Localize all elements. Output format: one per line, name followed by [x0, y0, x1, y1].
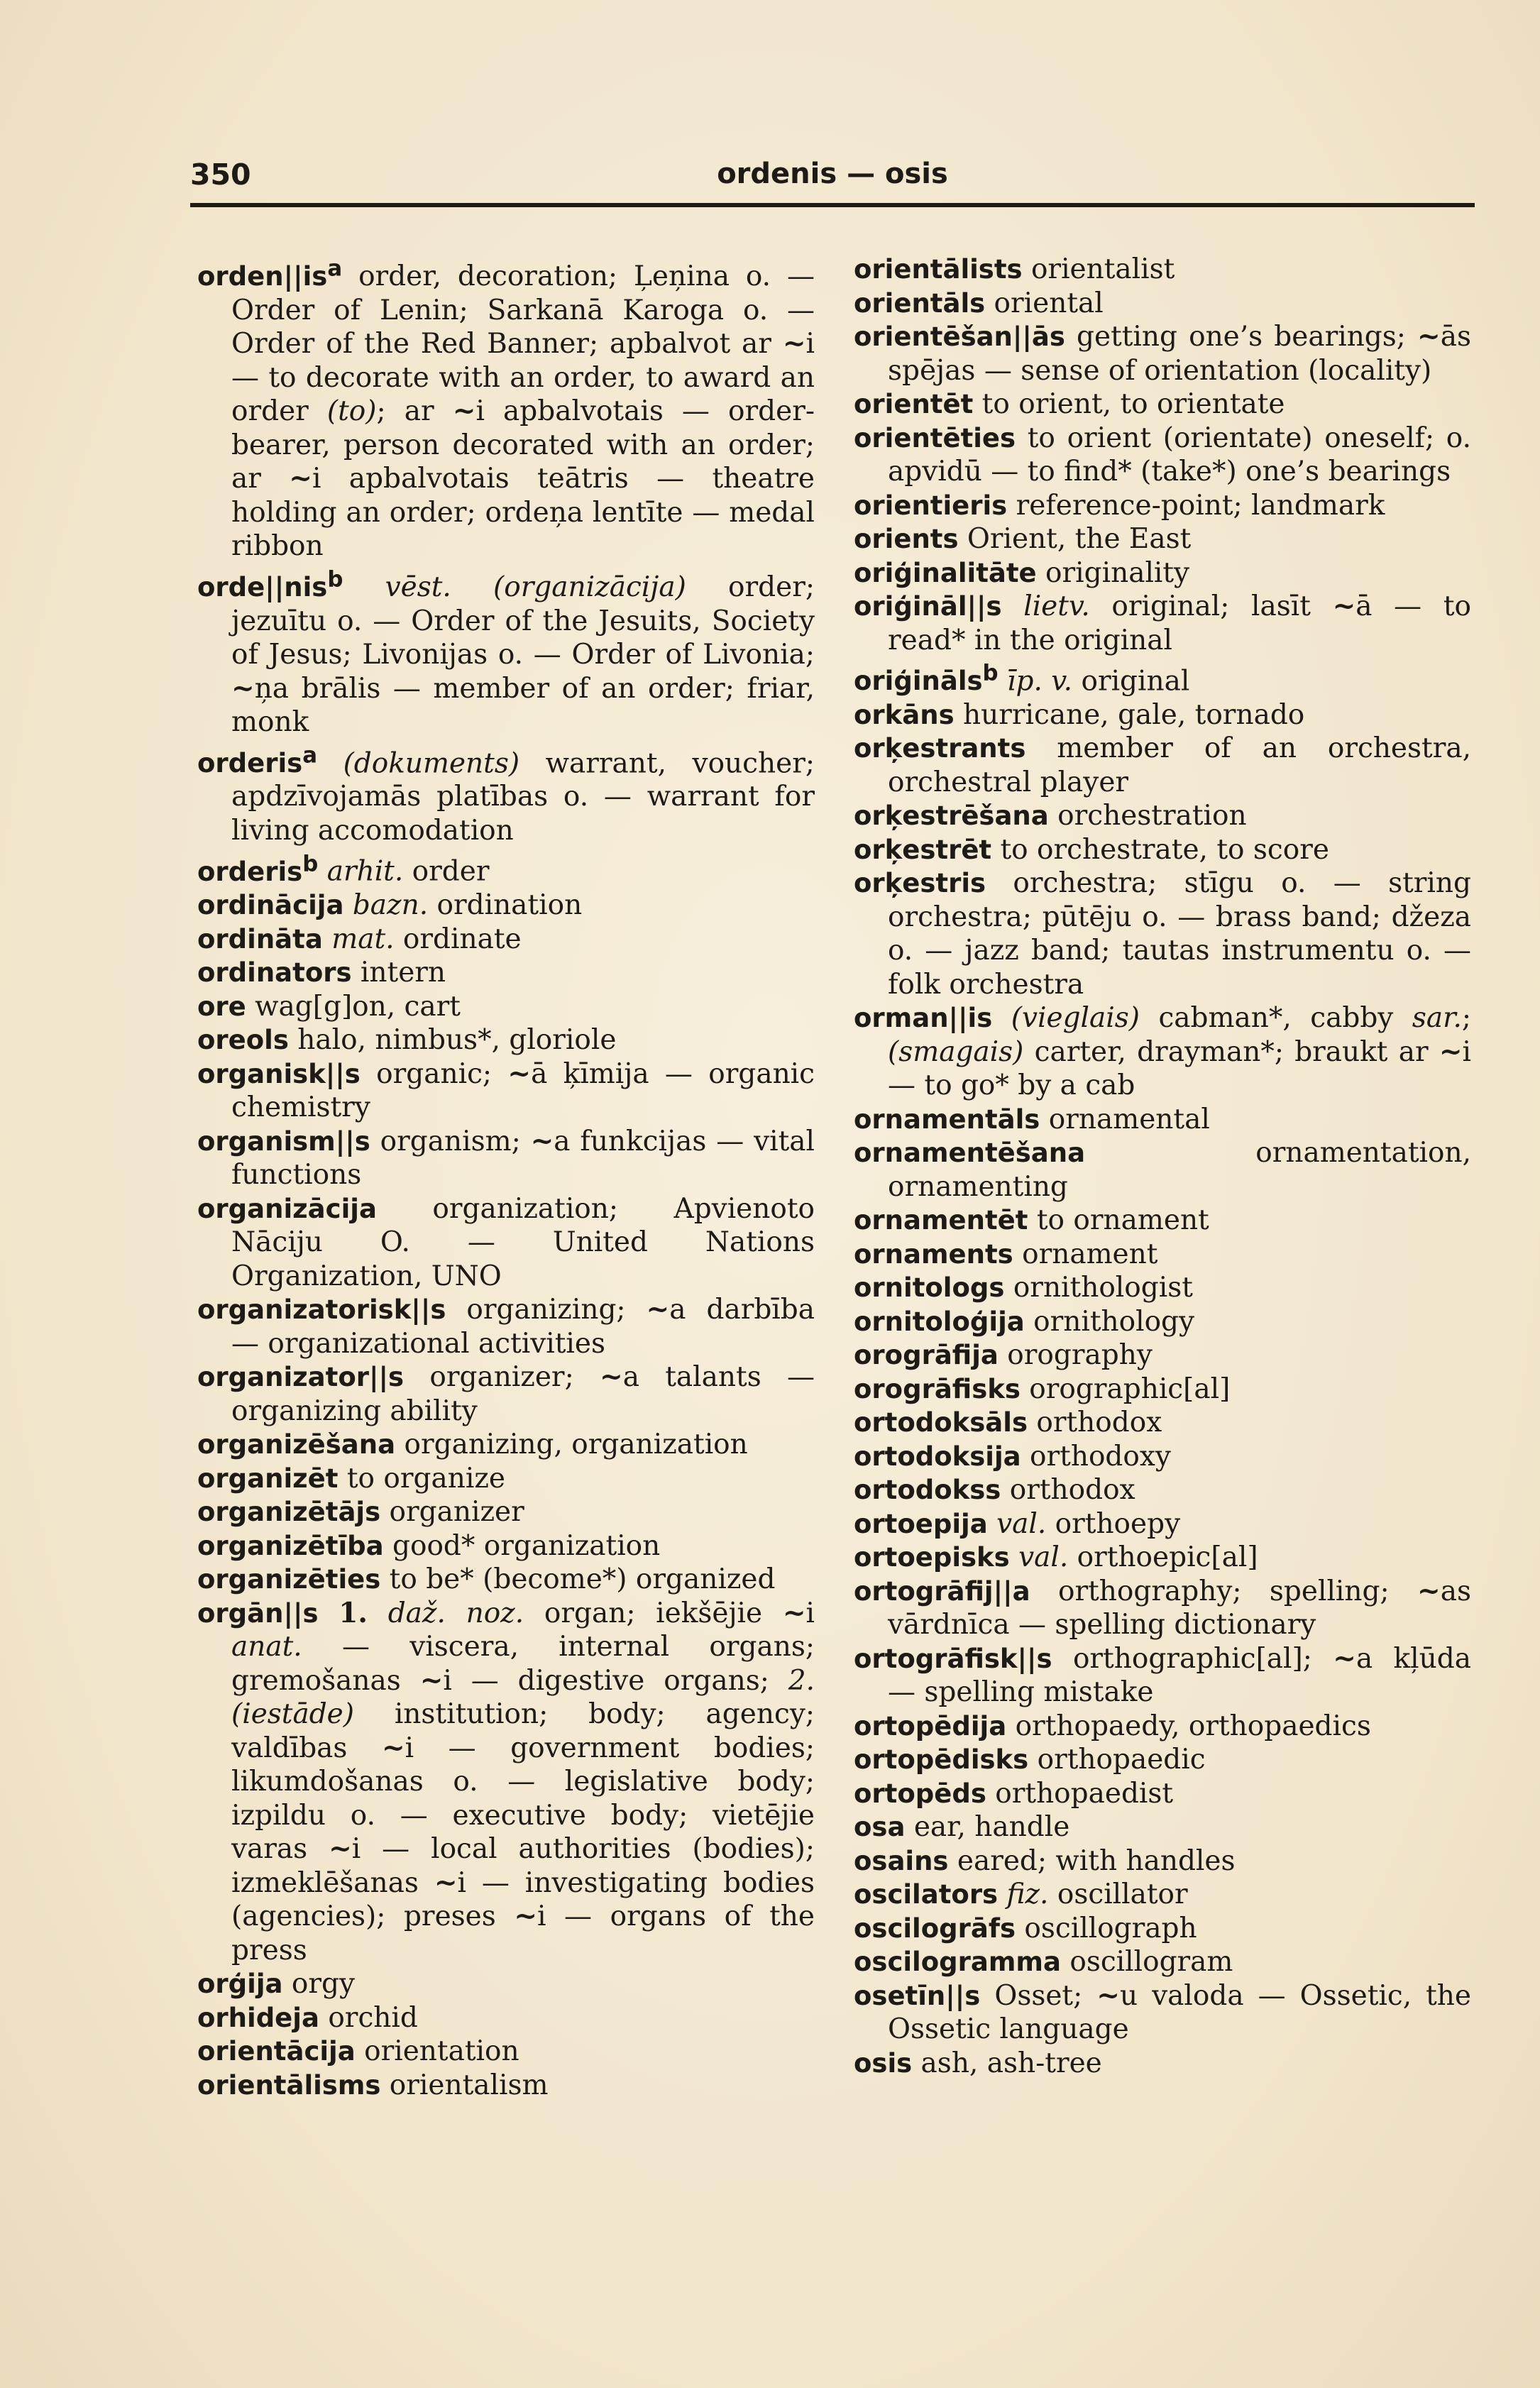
dictionary-entry: [854, 320, 1471, 387]
dictionary-entry: [854, 1575, 1471, 1642]
entry-definition: orthodox: [1001, 1474, 1135, 1507]
entry-definition: fiz. oscillator: [1006, 1878, 1188, 1911]
dictionary-entry: [854, 698, 1471, 732]
running-head: ordenis — osis: [717, 158, 948, 190]
entry-definition: orographic[al]: [1020, 1372, 1231, 1405]
entry-definition: val. orthoepic[al]: [1018, 1541, 1258, 1574]
entry-headword: ortopēds: [854, 1778, 986, 1809]
entry-headword: orgān||s: [197, 1597, 319, 1629]
entry-definition: organization; Apvienoto Nāciju O. — United Nations Organization, UNO: [231, 1192, 815, 1292]
entry-headword: orde||nis$^b$: [197, 566, 343, 603]
dictionary-entry: [197, 2035, 815, 2069]
entry-definition: oriental: [985, 287, 1104, 319]
dictionary-entry: [854, 1777, 1471, 1811]
entry-definition: to orient, to orientate: [973, 388, 1285, 420]
dictionary-entry: [854, 799, 1471, 833]
dictionary-entry: [854, 2047, 1471, 2081]
entry-definition: to be* (become*) organized: [380, 1563, 776, 1596]
entry-headword: organizētība: [197, 1530, 384, 1561]
dictionary-entry: [197, 1360, 815, 1428]
entry-definition: organizing, organization: [395, 1429, 748, 1461]
dictionary-entry: [197, 847, 815, 888]
dictionary-entry: [854, 1001, 1471, 1103]
entry-headword: oriģināl||s: [854, 591, 1002, 622]
entry-definition: intern: [351, 957, 446, 989]
entry-headword: orientācija: [197, 2036, 356, 2067]
entry-definition: bazn. ordination: [352, 889, 583, 922]
entry-headword: oriģinalitāte: [854, 557, 1037, 588]
dictionary-entry: [197, 1597, 815, 1968]
dictionary-entry: [854, 1238, 1471, 1272]
entry-headword: orogrāfija: [854, 1340, 999, 1371]
entry-headword: ornitologs: [854, 1272, 1005, 1304]
entry-headword: orkāns: [854, 699, 955, 730]
entry-definition: member of an orchestra, orchestral player: [888, 732, 1471, 798]
entry-headword: osa: [854, 1812, 906, 1843]
entry-definition: to orient (orientate) oneself; o. apvidū — to find* (take*) one’s bearings: [888, 422, 1471, 488]
dictionary-entry: [854, 1271, 1471, 1305]
entry-headword: ornamentēšana: [854, 1138, 1086, 1169]
dictionary-entry: [197, 1462, 815, 1496]
entry-definition: 1. daž. noz. organ; iekšējie ~i anat. — viscera, internal organs; gremošanas ~i — digestive organs; 2. (iestāde) institution; body; agency; valdības ~i — government bodies; likumdošanas o. — legislative body; izpildu o. — executive body; vietējie varas ~i — local authorities (bodies); izmeklēšanas ~i — investigating bodies (agencies); preses ~i — organs of the press: [231, 1596, 815, 1966]
dictionary-entry: [197, 923, 815, 957]
entry-headword: osetīn||s: [854, 1980, 981, 2011]
dictionary-entry: [197, 1529, 815, 1563]
entry-definition: ornament: [1013, 1238, 1158, 1270]
entry-definition: orography: [998, 1339, 1153, 1372]
entry-headword: orientālisms: [197, 2069, 381, 2101]
dictionary-entry: [197, 1057, 815, 1125]
entry-headword: orientēšan||ās: [854, 321, 1065, 352]
entry-definition: organism; ~a funkcijas — vital functions: [231, 1124, 815, 1192]
dictionary-entry: [854, 1372, 1471, 1407]
entry-headword: organizator||s: [197, 1362, 405, 1393]
dictionary-entry: [197, 990, 815, 1024]
dictionary-entry: [854, 1945, 1471, 1979]
entry-headword: oscilogramma: [854, 1947, 1061, 1978]
entry-definition: getting one’s bearings; ~ās spējas — sense of orientation (locality): [888, 320, 1471, 387]
entry-headword: orderis$^a$: [197, 742, 318, 778]
entry-definition: vēst. (organizācija) order; jezuītu o. — Order of the Jesuits, Society of Jesus; Livonijas o. — Order of Livonia; ~ņa brālis — member of an order; friar, monk: [231, 571, 815, 739]
entry-headword: orientēties: [854, 422, 1016, 453]
entry-definition: halo, nimbus*, gloriole: [288, 1024, 617, 1057]
left-column: [197, 253, 815, 2102]
entry-definition: to organize: [338, 1462, 505, 1495]
entry-headword: orderis$^b$: [197, 851, 319, 887]
dictionary-entry: [854, 1743, 1471, 1777]
dictionary-entry: [854, 422, 1471, 489]
dictionary-entry: [854, 1844, 1471, 1878]
entry-headword: ornitoloģija: [854, 1306, 1025, 1337]
entry-definition: (vieglais) cabman*, cabby sar.; (smagais) carter, drayman*; braukt ar ~i — to go* by a cab: [888, 1002, 1471, 1102]
entry-headword: ore: [197, 991, 246, 1022]
entry-definition: organizing; ~a darbība — organizational activities: [231, 1293, 815, 1360]
dictionary-entry: [854, 287, 1471, 321]
dictionary-entry: [854, 1338, 1471, 1372]
entry-headword: ortogrāfij||a: [854, 1575, 1030, 1607]
entry-headword: oscilogrāfs: [854, 1913, 1016, 1944]
entry-headword: organizēties: [197, 1564, 381, 1595]
entry-definition: orthodoxy: [1021, 1440, 1171, 1473]
dictionary-entry: [854, 1204, 1471, 1238]
dictionary-entry: [854, 1440, 1471, 1474]
entry-definition: oscillogram: [1060, 1946, 1233, 1979]
entry-definition: organizer; ~a talants — organizing ability: [231, 1360, 815, 1427]
entry-definition: good* organization: [383, 1529, 661, 1562]
right-column: [854, 253, 1471, 2080]
entry-definition: orthographic[al]; ~a kļūda — spelling mistake: [888, 1641, 1471, 1709]
entry-headword: organisk||s: [197, 1058, 361, 1089]
entry-headword: oriģināls$^b$: [854, 661, 999, 697]
dictionary-entry: [854, 1136, 1471, 1204]
entry-headword: organizētājs: [197, 1497, 381, 1528]
dictionary-entry: [854, 1979, 1471, 2047]
entry-definition: orthography; spelling; ~as vārdnīca — spelling dictionary: [888, 1574, 1471, 1641]
dictionary-entry: [197, 1192, 815, 1294]
entry-definition: Osset; ~u valoda — Ossetic, the Ossetic language: [888, 1979, 1472, 2046]
dictionary-entry: [854, 1912, 1471, 1946]
entry-headword: ortodoksāls: [854, 1407, 1028, 1438]
entry-definition: order, decoration; Ļeņina o. — Order of Lenin; Sarkanā Karoga o. — Order of the Red Banner; apbalvot ar ~i — to decorate with an order, to award an order (to); ar ~i apbalvotais — order-bearer, person decorated with an order; ar ~i apbalvotais teātris — theatre holding an order; ordeņa lentīte — medal ribbon: [231, 260, 815, 563]
dictionary-entry: [854, 590, 1471, 657]
dictionary-entry: [854, 1878, 1471, 1912]
entry-definition: organic; ~ā ķīmija — organic chemistry: [231, 1057, 815, 1124]
entry-headword: ortogrāfisk||s: [854, 1643, 1052, 1674]
dictionary-entry: [854, 833, 1471, 867]
page-number: 350: [190, 158, 251, 192]
entry-headword: orientēt: [854, 389, 974, 419]
entry-headword: orman||is: [854, 1003, 993, 1034]
entry-headword: orientieris: [854, 490, 1008, 521]
entry-headword: orients: [854, 524, 959, 554]
entry-headword: orientālists: [854, 254, 1023, 285]
entry-headword: osis: [854, 2047, 913, 2079]
entry-headword: oreols: [197, 1025, 289, 1056]
entry-headword: organizēt: [197, 1463, 339, 1494]
entry-definition: oscillograph: [1015, 1912, 1197, 1944]
dictionary-entry: [854, 1642, 1471, 1710]
entry-headword: organizācija: [197, 1193, 377, 1224]
entry-headword: organizēšana: [197, 1429, 396, 1460]
dictionary-entry: [197, 1293, 815, 1360]
dictionary-entry: [197, 253, 815, 563]
entry-definition: mat. ordinate: [331, 923, 522, 955]
entry-definition: īp. v. original: [1007, 665, 1190, 698]
entry-headword: orhideja: [197, 2002, 319, 2033]
entry-definition: organizer: [380, 1496, 524, 1529]
entry-definition: ear, handle: [905, 1811, 1070, 1844]
entry-headword: organism||s: [197, 1126, 370, 1157]
dictionary-entry: [854, 1541, 1471, 1575]
entry-definition: ash, ash-tree: [912, 2047, 1102, 2079]
dictionary-entry: [854, 387, 1471, 422]
dictionary-entry: [854, 1507, 1471, 1541]
dictionary-entry: [197, 888, 815, 923]
entry-definition: orthodox: [1027, 1407, 1162, 1439]
entry-headword: ordinācija: [197, 890, 344, 921]
dictionary-entry: [197, 563, 815, 739]
entry-definition: to ornament: [1028, 1204, 1209, 1237]
entry-headword: ornamentēt: [854, 1205, 1028, 1236]
entry-definition: orgy: [282, 1968, 356, 2001]
dictionary-entry: [197, 956, 815, 990]
entry-definition: Orient, the East: [958, 523, 1192, 555]
entry-definition: to orchestrate, to score: [991, 833, 1329, 866]
dictionary-entry: [197, 1563, 815, 1597]
dictionary-entry: [854, 1473, 1471, 1507]
entry-headword: ortopēdija: [854, 1710, 1007, 1742]
entry-definition: ornamental: [1040, 1103, 1210, 1135]
entry-headword: ordinators: [197, 957, 352, 989]
dictionary-entry: [854, 253, 1471, 287]
entry-definition: originality: [1036, 556, 1190, 589]
entry-definition: orthopaedist: [986, 1777, 1174, 1810]
dictionary-entry: [854, 657, 1471, 698]
dictionary-entry: [197, 1023, 815, 1057]
dictionary-entry: [854, 556, 1471, 590]
entry-headword: orģija: [197, 1969, 283, 2000]
entry-headword: orķestrants: [854, 733, 1026, 764]
dictionary-entry: [197, 1125, 815, 1192]
entry-headword: ortoepija: [854, 1508, 988, 1539]
dictionary-entry: [197, 1428, 815, 1462]
entry-definition: orientalist: [1022, 253, 1175, 285]
page-header: [190, 149, 1475, 207]
dictionary-entry: [854, 1710, 1471, 1744]
dictionary-entry: [197, 739, 815, 848]
entry-headword: $orden||is^a$: [197, 256, 343, 292]
entry-definition: (dokuments) warrant, voucher; apdzīvojamās platības o. — warrant for living accomodation: [231, 747, 815, 847]
entry-headword: orķestrēšana: [854, 800, 1049, 832]
entry-definition: hurricane, gale, tornado: [954, 698, 1305, 731]
dictionary-entry: [854, 489, 1471, 523]
entry-definition: orientalism: [380, 2069, 549, 2101]
entry-headword: oscilators: [854, 1879, 999, 1910]
entry-headword: ortodokss: [854, 1475, 1001, 1506]
entry-definition: val. orthoepy: [996, 1507, 1181, 1540]
entry-headword: ortodoksija: [854, 1441, 1021, 1472]
entry-definition: orchestra; stīgu o. — string orchestra; pūtēju o. — brass band; džeza o. — jazz band; tautas instrumentu o. — folk orchestra: [888, 867, 1471, 1001]
dictionary-entry: [197, 2069, 815, 2103]
dictionary-entry: [854, 1406, 1471, 1440]
entry-headword: osains: [854, 1845, 949, 1876]
entry-definition: ornamentation, ornamenting: [888, 1137, 1471, 1203]
dictionary-entry: [854, 522, 1471, 556]
entry-definition: orientation: [355, 2035, 519, 2068]
entry-definition: ornithologist: [1004, 1272, 1193, 1304]
entry-headword: orientāls: [854, 287, 986, 319]
entry-headword: ortopēdisks: [854, 1744, 1029, 1776]
entry-definition: reference-point; landmark: [1007, 489, 1385, 522]
entry-headword: ornamentāls: [854, 1104, 1040, 1135]
entry-headword: ortoepisks: [854, 1542, 1010, 1573]
entry-definition: orthopaedy, orthopaedics: [1006, 1710, 1371, 1742]
dictionary-entry: [854, 866, 1471, 1001]
entry-headword: orķestris: [854, 868, 986, 899]
dictionary-entry: [854, 732, 1471, 799]
entry-headword: orogrāfisks: [854, 1373, 1021, 1404]
entry-definition: lietv. original; lasīt ~ā — to read* in the original: [888, 590, 1471, 656]
dictionary-entry: [854, 1103, 1471, 1137]
entry-definition: arhit. order: [326, 855, 490, 888]
entry-definition: ornithology: [1024, 1305, 1195, 1338]
entry-definition: orthopaedic: [1028, 1744, 1206, 1776]
entry-definition: wag[g]on, cart: [246, 990, 461, 1023]
dictionary-entry: [197, 1967, 815, 2001]
entry-headword: ornaments: [854, 1238, 1013, 1270]
dictionary-entry: [197, 1495, 815, 1529]
dictionary-entry: [854, 1810, 1471, 1844]
entry-headword: ordināta: [197, 923, 323, 954]
dictionary-entry: [197, 2001, 815, 2035]
entry-headword: orķestrēt: [854, 834, 992, 865]
entry-definition: orchestration: [1048, 800, 1247, 832]
entry-definition: orchid: [319, 2001, 418, 2034]
entry-headword: organizatorisk||s: [197, 1294, 446, 1326]
entry-definition: eared; with handles: [948, 1844, 1236, 1877]
dictionary-entry: [854, 1305, 1471, 1339]
